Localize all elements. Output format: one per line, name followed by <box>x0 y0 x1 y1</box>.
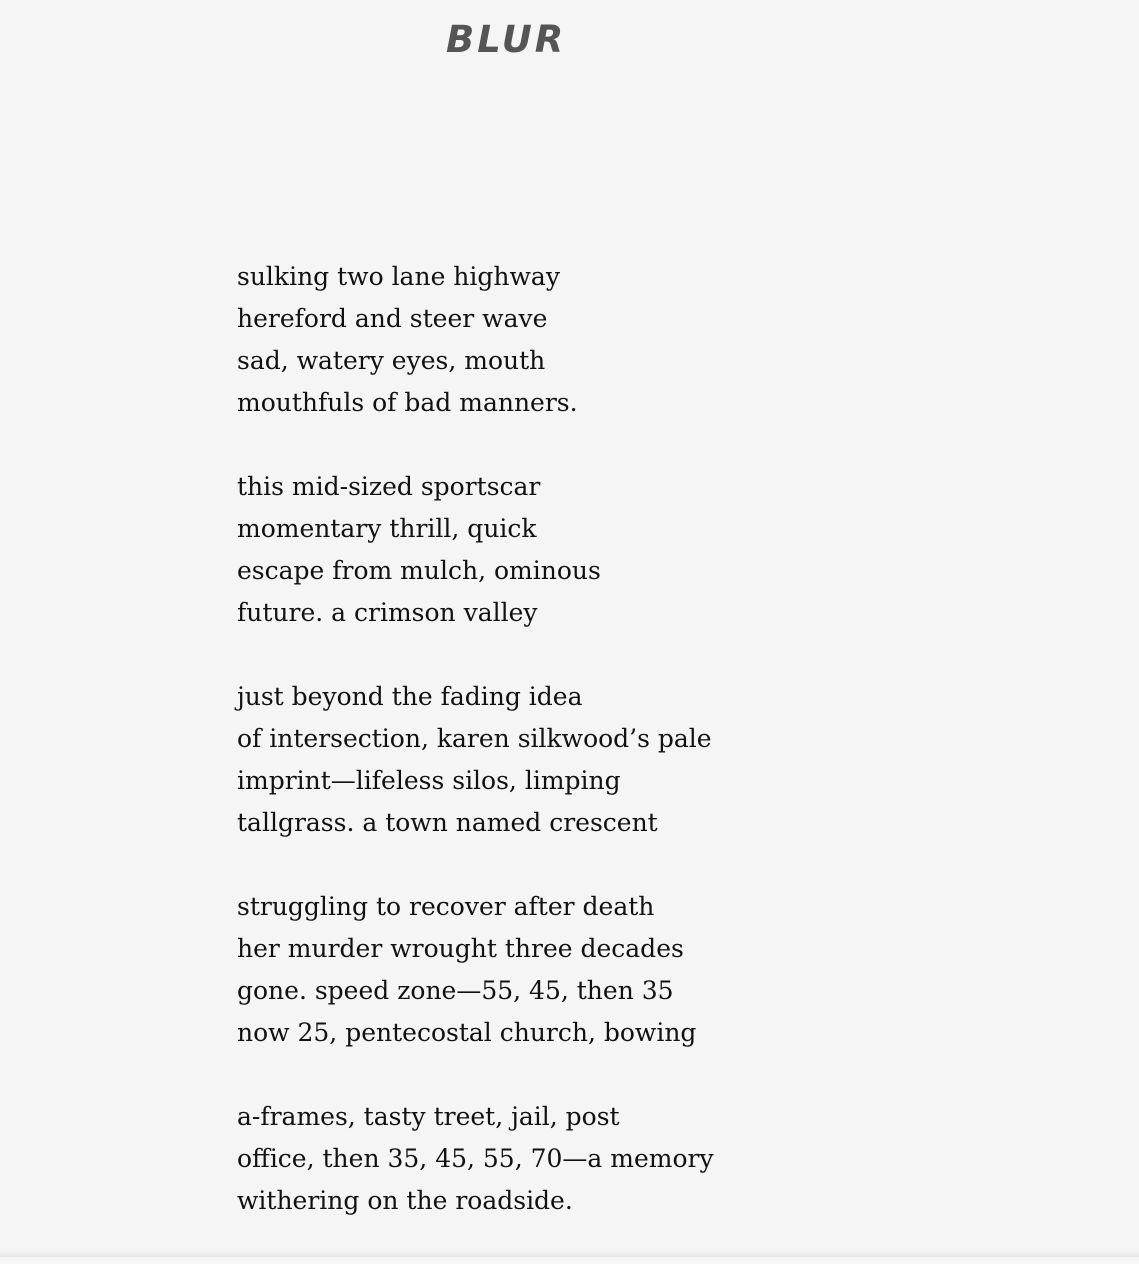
poem-line: escape from mulch, ominous <box>237 556 601 585</box>
poem-line: just beyond the fading idea <box>237 682 583 711</box>
poem-line: momentary thrill, quick <box>237 514 537 543</box>
poem-line: a-frames, tasty treet, jail, post <box>237 1102 620 1131</box>
poem-line: mouthfuls of bad manners. <box>237 388 578 417</box>
stanza-4 <box>237 886 857 1054</box>
poem-line: office, then 35, 45, 55, 70—a memory <box>237 1144 714 1173</box>
stanza-3 <box>237 676 857 844</box>
poem-line: imprint—lifeless silos, limping <box>237 766 621 795</box>
page-bottom-edge <box>0 1251 1139 1257</box>
poem-title: BLUR <box>446 18 567 61</box>
poem-line: struggling to recover after death <box>237 892 655 921</box>
poem-line: sulking two lane highway <box>237 262 560 291</box>
poem-line: gone. speed zone—55, 45, then 35 <box>237 976 674 1005</box>
poem-line: now 25, pentecostal church, bowing <box>237 1018 697 1047</box>
stanza-2 <box>237 466 857 634</box>
poem-line: this mid-sized sportscar <box>237 472 541 501</box>
stanza-1 <box>237 256 857 424</box>
poem-body <box>237 256 857 1264</box>
poem-line: her murder wrought three decades <box>237 934 684 963</box>
poem-line: future. a crimson valley <box>237 598 538 627</box>
poem-line: tallgrass. a town named crescent <box>237 808 658 837</box>
stanza-5 <box>237 1096 857 1222</box>
poem-line: sad, watery eyes, mouth <box>237 346 546 375</box>
poem-line: hereford and steer wave <box>237 304 548 333</box>
poem-line: withering on the roadside. <box>237 1186 573 1215</box>
poem-line: of intersection, karen silkwood’s pale <box>237 724 712 753</box>
